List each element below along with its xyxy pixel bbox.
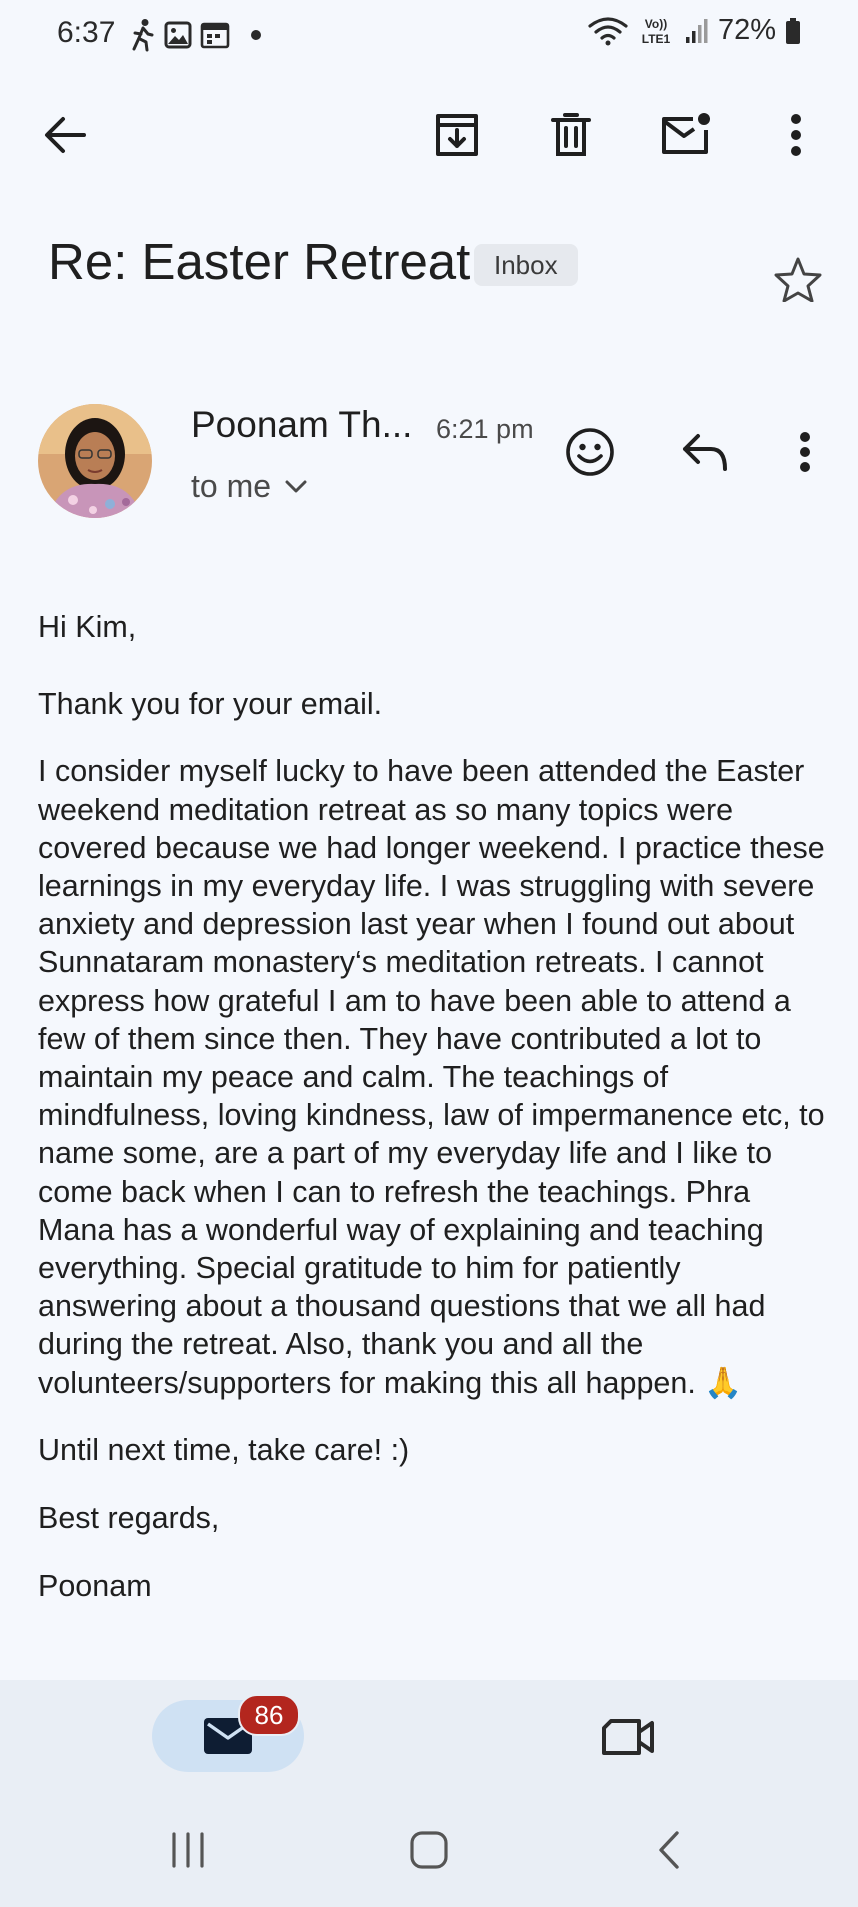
archive-button[interactable] [425,103,489,167]
recipient-details-toggle[interactable] [191,468,307,505]
react-emoji-button[interactable] [558,420,622,484]
back-button[interactable] [33,103,97,167]
recents-button[interactable] [148,1815,228,1885]
inbox-label-chip[interactable]: Inbox [474,244,578,286]
sender-name[interactable]: Poonam Th... [191,404,413,445]
calendar-icon [200,21,230,49]
delete-button[interactable] [539,103,603,167]
reply-button[interactable] [673,420,737,484]
body-closing: Until next time, take care! :) [38,1432,410,1467]
reply-icon [681,433,729,471]
svg-text:LTE1: LTE1 [641,31,671,46]
mark-unread-icon [660,112,712,158]
star-button[interactable] [774,256,822,307]
status-bar [0,0,858,72]
video-camera-icon [601,1717,655,1757]
status-icons-right [588,14,802,47]
body-thanks: Thank you for your email. [38,687,383,722]
more-options-button[interactable] [764,103,828,167]
volte-lte-icon [636,15,676,47]
body-greeting: Hi Kim, [38,610,137,644]
sender-avatar[interactable] [38,404,152,518]
system-back-button[interactable] [629,1815,709,1885]
email-time: 6:21 pm [436,414,534,444]
mark-unread-button[interactable] [654,103,718,167]
signal-icon [684,17,710,45]
archive-icon [434,112,480,158]
body-signature: Poonam [38,1569,152,1604]
meet-tab[interactable] [596,1705,660,1769]
unread-count-badge: 86 [238,1694,300,1736]
chevron-left-icon [657,1830,681,1870]
more-vert-icon [799,431,811,473]
battery-icon [784,17,802,45]
wifi-icon [588,15,628,47]
home-button[interactable] [389,1815,469,1885]
email-body [38,608,828,1605]
body-regards: Best regards, [38,1501,220,1536]
email-subject: Re: Easter Retreat [48,233,471,290]
chevron-down-icon [285,480,307,494]
dot-icon [238,21,268,49]
emoji-icon [565,427,615,477]
body-main-paragraph: I consider myself lucky to have been attended the Easter weekend meditation retreat as so many topics were covered because we had longer weekend. I practice these learnings in my everyday life. I was struggling with severe anxiety and depression last year when I found out about Sunnataram monastery‘s meditation retreats. I cannot express how grateful I am to have been able to attend a few of them since then. They have contributed a lot to maintain my peace and calm. The teachings of mindfulness, loving kindness, law of impermanence etc, to name some, are a part of my everyday life and I like to come back when I can to refresh the teachings. Phra Mana has a wonderful way of explaining and teaching everything. Special gratitude to him for patiently answering about a thousand questions that we all had during the retreat. Also, thank you and all the volunteers/supporters for making this all happen. 🙏 [38,754,825,1400]
walking-icon [130,18,156,52]
recipient-label: to me [191,468,272,504]
status-time: 6:37 [57,16,116,49]
back-icon [43,115,87,155]
delete-icon [551,112,591,158]
image-icon [164,21,192,49]
message-more-button[interactable] [773,420,837,484]
recents-icon [168,1830,208,1870]
home-icon [409,1830,449,1870]
battery-percent: 72% [717,14,776,46]
avatar-photo [38,404,152,518]
status-icons-left [130,18,268,52]
more-vert-icon [790,113,802,157]
svg-text:Vo)): Vo)) [644,16,668,31]
star-icon [774,256,822,302]
